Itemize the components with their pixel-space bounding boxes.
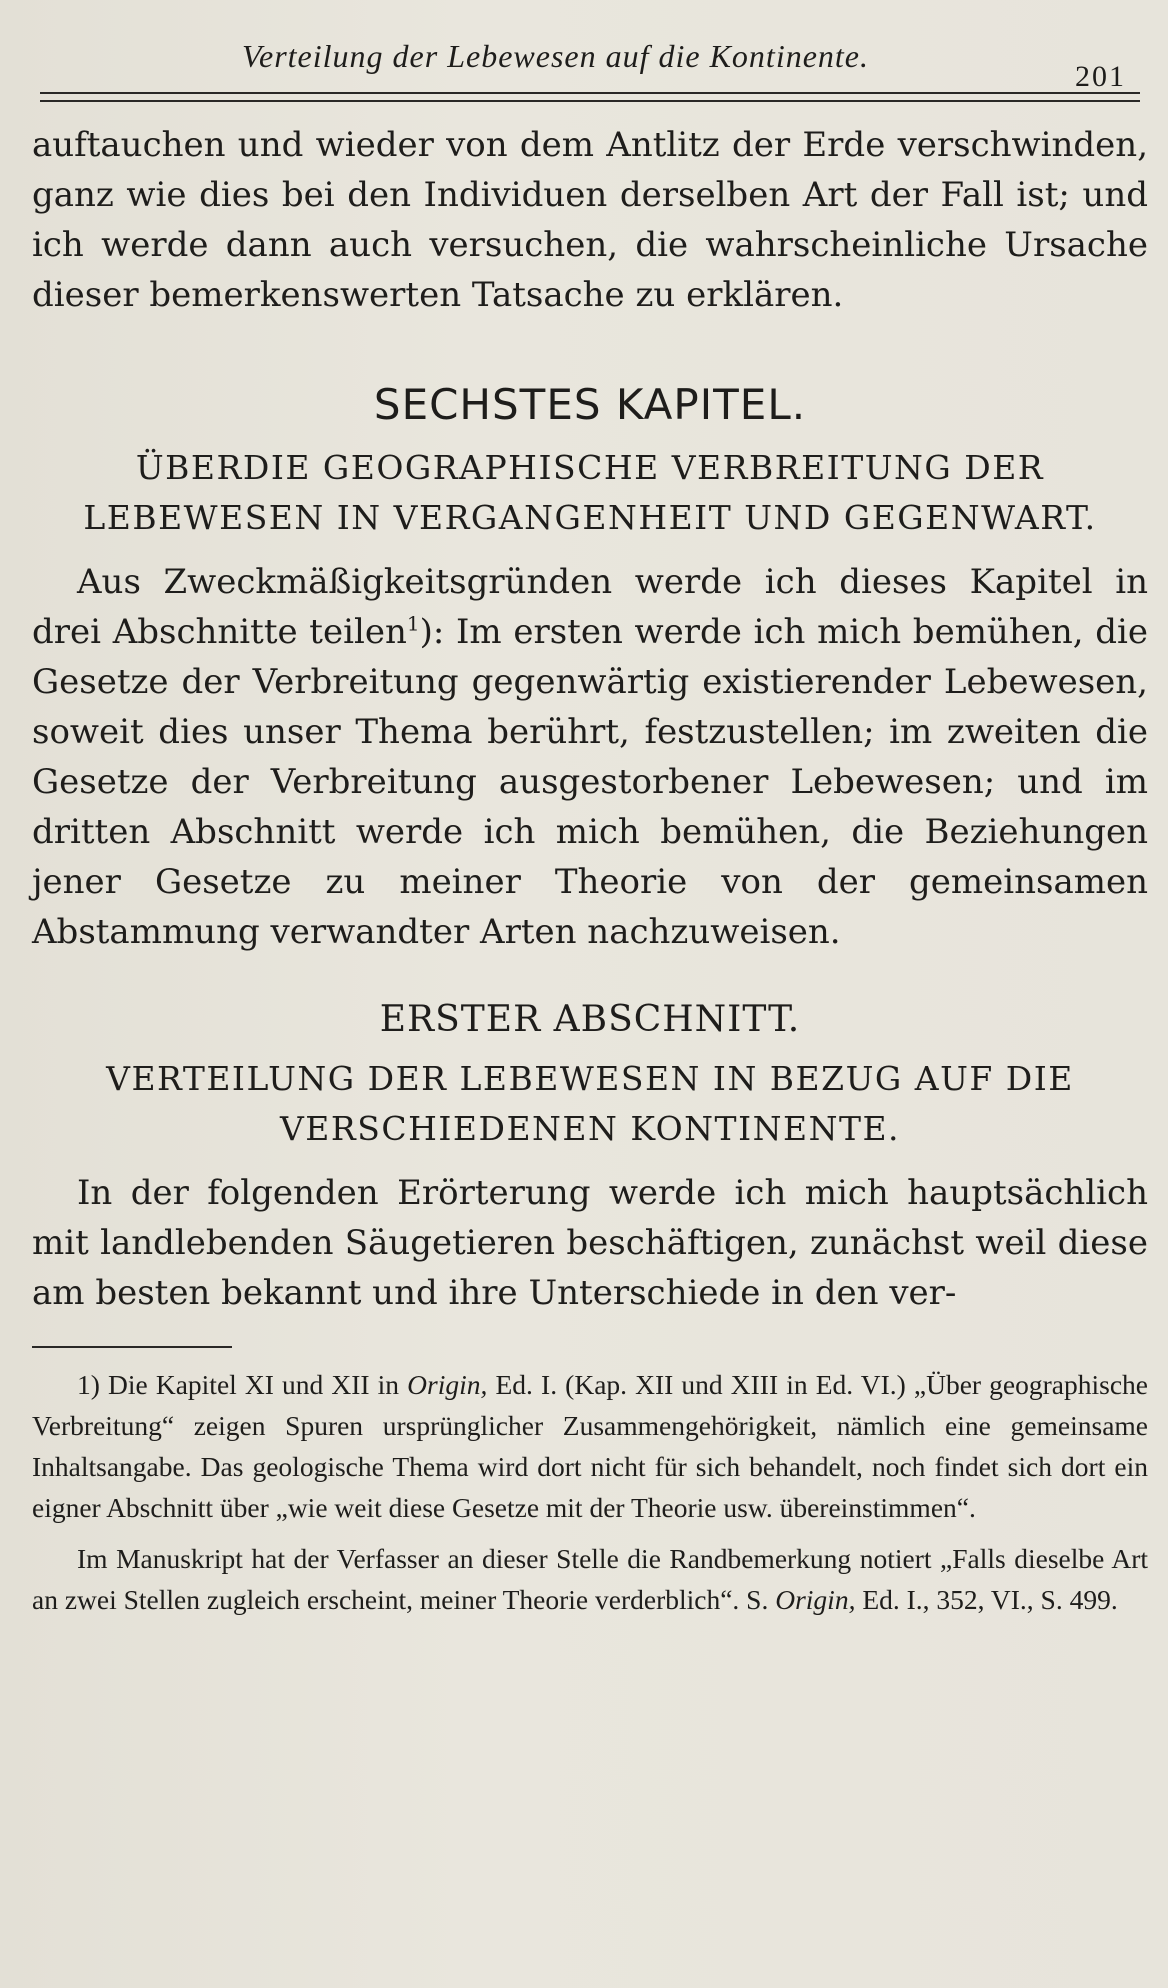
footnote-2-italic-title: Origin, [775,1584,856,1615]
intro-text-after-ref: ): Im ersten werde ich mich bemühen, die Gesetze der Verbreitung gegenwärtig existierender Lebewesen, soweit dies unser Thema berührt, festzustellen; im zweiten die Gesetze der Verbreitung ausgestorbener Lebewesen; und im dritten Abschnitt werde ich mich bemühen, die Beziehungen jener Gesetze zu meiner Theorie von der gemeinsamen Abstammung verwandter Arten nachzuweisen. [32,612,1148,952]
footnote-1-text-b: Ed. I. (Kap. XII und XIII in Ed. VI.) „Über geographische Verbreitung“ zeigen Spuren ursprünglicher Zusammengehörigkeit, nämlich eine gemeinsame Inhaltsangabe. Das geologische Thema wird dort nicht für sich behandelt, noch findet sich dort ein eigner Abschnitt über „wie weit diese Gesetze mit der Theorie usw. übereinstimmen“. [32,1369,1149,1523]
footnote-1-text-a: Die Kapitel XI und XII in [108,1369,400,1400]
footnote-2-text-a: Im Manuskript hat der Verfasser an dieser Stelle die Randbemerkung notiert „Falls dieselbe Art an zwei Stellen zugleich erscheint, meiner Theorie verderblich“. S. [32,1543,1148,1615]
section-subtitle [32,1054,1148,1154]
intro-text-before-ref: Aus Zweckmäßigkeitsgründen werde ich dieses Kapitel in drei Abschnitte teilen [32,562,1148,652]
section-title: ERSTER ABSCHNITT. [379,999,801,1040]
section-subtitle-line-2: VERSCHIEDENEN KONTINENTE. [279,1109,901,1148]
section-subtitle-line-1: VERTEILUNG DER LEBEWESEN IN BEZUG AUF DIE [106,1059,1074,1098]
footnote-2 [32,1538,1148,1620]
footnote-reference: 1 [406,611,420,636]
footnote-1 [32,1364,1148,1528]
chapter-subtitle-line-1: ÜBERDIE GEOGRAPHISCHE VERBREITUNG DER [135,448,1045,487]
paragraph-section-start: In der folgenden Erörterung werde ich mich hauptsächlich mit landlebenden Säugetieren beschäftigen, zunächst weil diese am besten bekannt und ihre Unterschiede in den ver- [32,1173,1148,1313]
header-double-rule [40,92,1140,102]
chapter-title: SECHSTES KAPITEL. [373,380,807,429]
chapter-subtitle-line-2: LEBEWESEN IN VERGANGENHEIT UND GEGENWART. [83,498,1097,537]
footnote-2-text-b: Ed. I., 352, VI., S. 499. [862,1584,1118,1615]
chapter-subtitle [32,443,1148,543]
footnote-divider [32,1346,232,1348]
footnote-1-marker: 1) [77,1369,100,1400]
page-number: 201 [1075,60,1126,93]
paragraph-continuation: auftauchen und wieder von dem Antlitz der Erde verschwinden, ganz wie dies bei den Individuen derselben Art der Fall ist; und ich werde dann auch versuchen, die wahrscheinliche Ursache dieser bemerkenswerten Tatsache zu erklären. [32,125,1148,315]
paragraph-intro [32,557,1148,957]
footnote-1-italic-title: Origin, [407,1369,488,1400]
running-head-title: Verteilung der Lebewesen auf die Kontinente. [242,38,869,74]
running-head [32,0,1148,96]
